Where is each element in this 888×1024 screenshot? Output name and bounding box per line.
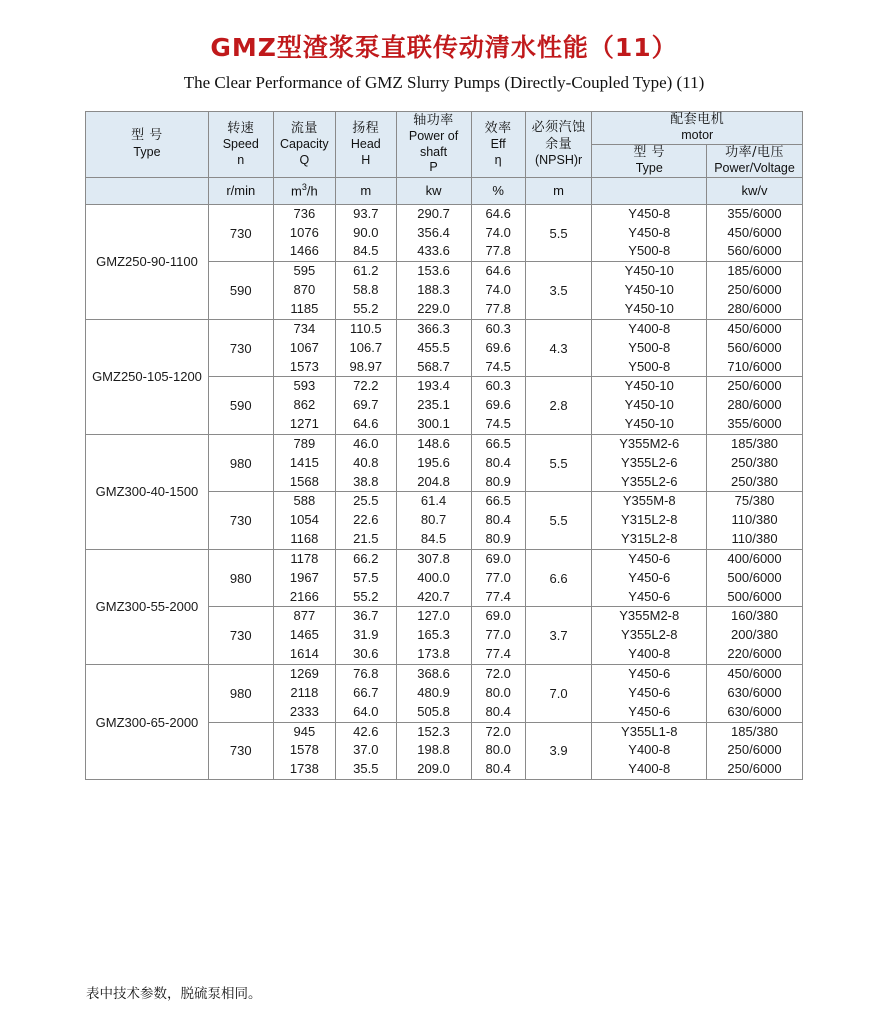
head-cell: 61.2 58.8 55.2: [336, 262, 396, 320]
col-header-efficiency-en: Eff: [490, 136, 506, 151]
shaft-cell: 61.4 80.7 84.5: [396, 492, 471, 550]
unit-shaft-power: kw: [396, 177, 471, 204]
npsh-cell: 6.6: [525, 549, 592, 607]
speed-cell: 980: [208, 665, 273, 723]
head-cell: 110.5 106.7 98.97: [336, 319, 396, 377]
npsh-cell: 2.8: [525, 377, 592, 435]
shaft-cell: 193.4 235.1 300.1: [396, 377, 471, 435]
motor-type-cell: Y450-10 Y450-10 Y450-10: [592, 377, 707, 435]
header-row-units: [86, 177, 803, 204]
motor-power-cell: 250/6000 280/6000 355/6000: [707, 377, 803, 435]
motor-power-cell: 185/380 250/380 250/380: [707, 434, 803, 492]
col-header-speed: [208, 112, 273, 178]
head-cell: 25.5 22.6 21.5: [336, 492, 396, 550]
col-header-motor-cn: 配套电机: [670, 112, 725, 127]
motor-type-cell: Y400-8 Y500-8 Y500-8: [592, 319, 707, 377]
col-header-speed-cn: 转速: [227, 120, 255, 136]
npsh-cell: 3.7: [525, 607, 592, 665]
npsh-cell: 3.5: [525, 262, 592, 320]
table-row: [86, 665, 803, 723]
col-header-motor-type-cn: 型 号: [633, 144, 666, 160]
speed-cell: 730: [208, 492, 273, 550]
motor-power-cell: 185/6000 250/6000 280/6000: [707, 262, 803, 320]
shaft-cell: 127.0 165.3 173.8: [396, 607, 471, 665]
capacity-cell: 736 1076 1466: [273, 204, 336, 262]
head-cell: 66.2 57.5 55.2: [336, 549, 396, 607]
table-row: [86, 549, 803, 607]
pump-type-cell: GMZ300-40-1500: [86, 434, 209, 549]
motor-type-cell: Y355M2-6 Y355L2-6 Y355L2-6: [592, 434, 707, 492]
col-header-type: [86, 112, 209, 178]
performance-table: [85, 111, 803, 780]
head-cell: 36.7 31.9 30.6: [336, 607, 396, 665]
npsh-cell: 3.9: [525, 722, 592, 780]
motor-power-cell: 160/380 200/380 220/6000: [707, 607, 803, 665]
eff-cell: 60.3 69.6 74.5: [471, 319, 525, 377]
table-row: [86, 319, 803, 377]
speed-cell: 590: [208, 262, 273, 320]
header-row-main: [86, 112, 803, 145]
col-header-speed-sym: n: [237, 152, 245, 167]
speed-cell: 730: [208, 607, 273, 665]
table-row: [86, 204, 803, 262]
col-header-efficiency-cn: 效率: [484, 120, 512, 136]
capacity-cell: 789 1415 1568: [273, 434, 336, 492]
shaft-cell: 152.3 198.8 209.0: [396, 722, 471, 780]
unit-speed: r/min: [208, 177, 273, 204]
col-header-motor-en: motor: [681, 128, 714, 143]
motor-type-cell: Y355L1-8 Y400-8 Y400-8: [592, 722, 707, 780]
table-body: [86, 204, 803, 779]
page-title-en: The Clear Performance of GMZ Slurry Pumps (Directly-Coupled Type) (11): [183, 73, 705, 92]
col-header-type-cn: 型 号: [131, 128, 163, 144]
col-header-motor: [592, 112, 803, 145]
unit-efficiency: %: [471, 177, 525, 204]
motor-power-cell: 450/6000 630/6000 630/6000: [707, 665, 803, 723]
unit-capacity: $m^3/h$: [273, 177, 336, 204]
motor-power-cell: 400/6000 500/6000 500/6000: [707, 549, 803, 607]
col-header-efficiency: [471, 112, 525, 178]
npsh-cell: 5.5: [525, 434, 592, 492]
col-header-npsh-en: (NPSH)r: [534, 152, 583, 167]
head-cell: 42.6 37.0 35.5: [336, 722, 396, 780]
npsh-cell: 5.5: [525, 492, 592, 550]
unit-head: m: [336, 177, 396, 204]
col-header-efficiency-sym: η: [494, 152, 502, 167]
speed-cell: 980: [208, 434, 273, 492]
col-header-speed-en: Speed: [222, 136, 259, 151]
col-header-capacity-sym: Q: [299, 152, 310, 167]
motor-power-cell: 355/6000 450/6000 560/6000: [707, 204, 803, 262]
eff-cell: 66.5 80.4 80.9: [471, 434, 525, 492]
capacity-cell: 595 870 1185: [273, 262, 336, 320]
head-cell: 93.7 90.0 84.5: [336, 204, 396, 262]
eff-cell: 72.0 80.0 80.4: [471, 665, 525, 723]
shaft-cell: 307.8 400.0 420.7: [396, 549, 471, 607]
npsh-cell: 4.3: [525, 319, 592, 377]
speed-cell: 730: [208, 722, 273, 780]
motor-type-cell: Y355M-8 Y315L2-8 Y315L2-8: [592, 492, 707, 550]
table-header: [86, 112, 803, 205]
capacity-cell: 734 1067 1573: [273, 319, 336, 377]
col-header-head-sym: H: [361, 152, 371, 167]
col-header-motor-type: [592, 144, 707, 177]
head-cell: 76.8 66.7 64.0: [336, 665, 396, 723]
unit-motor-power: kw/v: [707, 177, 803, 204]
motor-power-cell: 185/380 250/6000 250/6000: [707, 722, 803, 780]
eff-cell: 66.5 80.4 80.9: [471, 492, 525, 550]
capacity-cell: 593 862 1271: [273, 377, 336, 435]
eff-cell: 69.0 77.0 77.4: [471, 607, 525, 665]
motor-type-cell: Y355M2-8 Y355L2-8 Y400-8: [592, 607, 707, 665]
capacity-cell: 945 1578 1738: [273, 722, 336, 780]
col-header-capacity-en: Capacity: [280, 136, 329, 151]
performance-sheet-page: [0, 28, 888, 1024]
col-header-motor-type-en: Type: [635, 161, 663, 176]
col-header-head-en: Head: [350, 136, 381, 151]
pump-type-cell: GMZ300-65-2000: [86, 665, 209, 780]
motor-power-cell: 450/6000 560/6000 710/6000: [707, 319, 803, 377]
footnote: 表中技术参数，脱硫泵相同。: [86, 986, 262, 1002]
speed-cell: 730: [208, 204, 273, 262]
col-header-shaft-power-sym: P: [429, 160, 438, 175]
eff-cell: 69.0 77.0 77.4: [471, 549, 525, 607]
pump-type-cell: GMZ250-105-1200: [86, 319, 209, 434]
npsh-cell: 5.5: [525, 204, 592, 262]
capacity-cell: 877 1465 1614: [273, 607, 336, 665]
capacity-cell: 1269 2118 2333: [273, 665, 336, 723]
shaft-cell: 290.7 356.4 433.6: [396, 204, 471, 262]
col-header-head: [336, 112, 396, 178]
col-header-npsh: [525, 112, 592, 178]
col-header-shaft-power-cn: 轴功率: [413, 112, 454, 128]
motor-type-cell: Y450-10 Y450-10 Y450-10: [592, 262, 707, 320]
col-header-head-cn: 扬程: [352, 120, 380, 136]
eff-cell: 64.6 74.0 77.8: [471, 262, 525, 320]
unit-motor-type: [592, 177, 707, 204]
speed-cell: 590: [208, 377, 273, 435]
head-cell: 72.2 69.7 64.6: [336, 377, 396, 435]
motor-type-cell: Y450-6 Y450-6 Y450-6: [592, 549, 707, 607]
eff-cell: 60.3 69.6 74.5: [471, 377, 525, 435]
shaft-cell: 153.6 188.3 229.0: [396, 262, 471, 320]
col-header-npsh-cn: 必须汽蚀余量: [531, 120, 586, 152]
pump-type-cell: GMZ300-55-2000: [86, 549, 209, 664]
shaft-cell: 366.3 455.5 568.7: [396, 319, 471, 377]
motor-type-cell: Y450-8 Y450-8 Y500-8: [592, 204, 707, 262]
col-header-motor-power-cn: 功率/电压: [725, 144, 784, 160]
col-header-motor-power: [707, 144, 803, 177]
unit-npsh: m: [525, 177, 592, 204]
col-header-shaft-power-en: Power of shaft: [408, 129, 459, 159]
col-header-capacity-cn: 流量: [290, 120, 318, 136]
col-header-capacity: [273, 112, 336, 178]
head-cell: 46.0 40.8 38.8: [336, 434, 396, 492]
npsh-cell: 7.0: [525, 665, 592, 723]
pump-type-cell: GMZ250-90-1100: [86, 204, 209, 319]
shaft-cell: 368.6 480.9 505.8: [396, 665, 471, 723]
eff-cell: 64.6 74.0 77.8: [471, 204, 525, 262]
motor-type-cell: Y450-6 Y450-6 Y450-6: [592, 665, 707, 723]
capacity-cell: 1178 1967 2166: [273, 549, 336, 607]
col-header-motor-power-en: Power/Voltage: [714, 161, 795, 176]
motor-power-cell: 75/380 110/380 110/380: [707, 492, 803, 550]
speed-cell: 730: [208, 319, 273, 377]
speed-cell: 980: [208, 549, 273, 607]
capacity-cell: 588 1054 1168: [273, 492, 336, 550]
shaft-cell: 148.6 195.6 204.8: [396, 434, 471, 492]
col-header-shaft-power: [396, 112, 471, 178]
page-title-cn: GMZ型渣浆泵直联传动清水性能（11）: [210, 33, 678, 62]
table-row: [86, 434, 803, 492]
col-header-type-en: Type: [133, 144, 161, 159]
eff-cell: 72.0 80.0 80.4: [471, 722, 525, 780]
unit-type: [86, 177, 209, 204]
